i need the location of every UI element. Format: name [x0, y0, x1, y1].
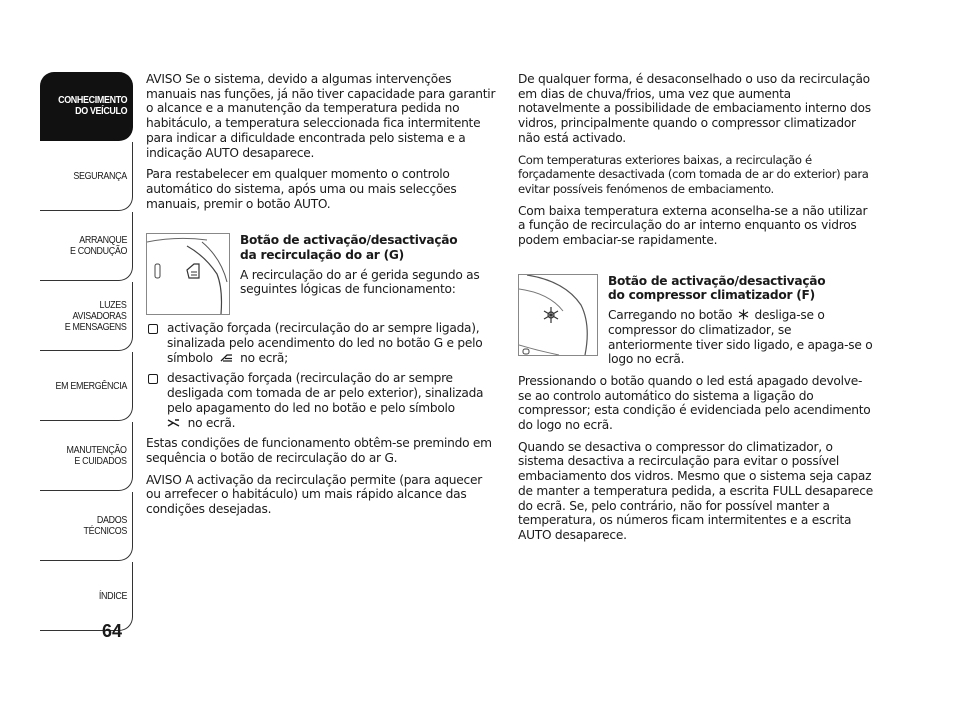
list-item-text	[167, 371, 496, 430]
paragraph: Com baixa temperatura externa aconselha-se a não utilizar a função de recirculação do ar interno enquanto os vidros podem embaciar-se rapidamente.	[518, 203, 868, 248]
compressor-button-illustration	[519, 275, 597, 355]
tab-label: DADOS TÉCNICOS	[83, 514, 127, 537]
heading-line: Botão de activação/desactivação	[608, 273, 826, 288]
paragraph: Com temperaturas exteriores baixas, a recirculação é forçadamente desactivada (com tomada de ar do exterior) para evitar possíveis fenómenos de embaciamento.	[518, 152, 869, 196]
section-heading	[240, 233, 496, 262]
paragraph: Pressionando o botão quando o led está apagado devolve-se ao controlo automático do sistema a ligação do compressor; esta condição é evidenciada pelo acendimento do logo no ecrã.	[518, 373, 871, 433]
recirculation-button-illustration	[147, 234, 229, 314]
list-text: no ecrã;	[240, 350, 288, 365]
recirculation-figure-row	[146, 233, 496, 315]
sidebar-tabs	[40, 72, 133, 632]
paragraph-text: Carregando no botão	[608, 308, 733, 323]
right-column	[518, 72, 874, 550]
paragraph-text: desliga-se o compressor do climatizador, se anteriormente tiver sido ligado, e apaga-se o logo no ecrã.	[608, 308, 873, 367]
heading-line: Botão de activação/desactivação	[240, 233, 458, 248]
tab-label: ÍNDICE	[98, 589, 127, 602]
checkbox-bullet-icon	[148, 324, 158, 334]
snowflake-icon	[738, 309, 749, 320]
tab-seguranca[interactable]	[40, 142, 133, 211]
recirculation-off-icon	[167, 418, 181, 428]
recirculation-button-figure	[146, 233, 230, 315]
tab-label: MANUTENÇÃO E CUIDADOS	[66, 444, 127, 467]
page-number: 64	[102, 621, 123, 641]
recirculation-text	[240, 233, 496, 304]
list-item	[146, 321, 496, 365]
list-text: desactivação forçada (recirculação do ar sempre desligada com tomada de ar pelo exterior), sinalizada pelo apagamento do led no botão e pelo símbolo	[167, 371, 484, 415]
left-column	[146, 72, 496, 524]
compressor-text	[608, 274, 874, 374]
list-item	[146, 371, 496, 430]
tab-label: SEGURANÇA	[73, 169, 127, 182]
tab-conhecimento[interactable]	[40, 72, 133, 141]
list-text: no ecrã.	[187, 415, 236, 430]
tab-arranque[interactable]	[40, 212, 133, 281]
warning-paragraph: AVISO Se o sistema, devido a algumas intervenções manuais nas funções, já não tiver capacidade para garantir o alcance e a manutenção da temperatura pedida no habitáculo, a temperatura seleccionada fica intermitente para indicar a dificuldade encontrada pelo sistema e a indicação AUTO desaparece.	[146, 72, 496, 160]
compressor-button-figure	[518, 274, 598, 356]
list-item-text	[167, 321, 496, 365]
section-heading	[608, 274, 874, 303]
tab-manutencao[interactable]	[40, 422, 133, 491]
warning-paragraph: AVISO A activação da recirculação permite (para aquecer ou arrefecer o habitáculo) um mais rápido alcance das condições desejadas.	[146, 472, 482, 517]
list-text: activação forçada (recirculação do ar sempre ligada), sinalizada pelo acendimento do led no botão G e pelo símbolo	[167, 321, 483, 365]
tab-emergencia[interactable]	[40, 352, 133, 421]
heading-line: do compressor climatizador (F)	[608, 288, 815, 303]
paragraph: A recirculação do ar é gerida segundo as seguintes lógicas de funcionamento:	[240, 267, 480, 297]
paragraph: Estas condições de funcionamento obtêm-se premindo em sequência o botão de recirculação do ar G.	[146, 436, 492, 465]
tab-luzes[interactable]	[40, 282, 133, 351]
paragraph	[608, 308, 874, 367]
tab-dados[interactable]	[40, 492, 133, 561]
checkbox-bullet-icon	[148, 374, 158, 384]
heading-line: da recirculação do ar (G)	[240, 248, 404, 263]
paragraph: De qualquer forma, é desaconselhado o uso da recirculação em dias de chuva/frios, uma vez que aumenta notavelmente a possibilidade de embaciamento interno dos vidros, principalmente quando o compressor climatizador não está activado.	[518, 72, 871, 145]
tab-label: ARRANQUE E CONDUÇÃO	[69, 234, 127, 257]
compressor-figure-row	[518, 274, 874, 374]
tab-label: LUZES AVISADORAS E MENSAGENS	[65, 298, 127, 333]
recirculation-on-icon	[220, 353, 234, 363]
paragraph: Quando se desactiva o compressor do climatizador, o sistema desactiva a recirculação para evitar o possível embaciamento dos vidros. Mesmo que o sistema seja capaz de manter a temperatura pedida, a escrita FULL desaparece do ecrã. Se, pelo contrário, não for possível manter a temperatura, os números ficam intermitentes e a escrita AUTO desaparece.	[518, 439, 873, 542]
paragraph: Para restabelecer em qualquer momento o controlo automático do sistema, após uma ou mais selecções manuais, premir o botão AUTO.	[146, 167, 457, 211]
tab-label: EM EMERGÊNCIA	[55, 379, 127, 392]
tab-label: CONHECIMENTO DO VEÍCULO	[57, 94, 127, 117]
